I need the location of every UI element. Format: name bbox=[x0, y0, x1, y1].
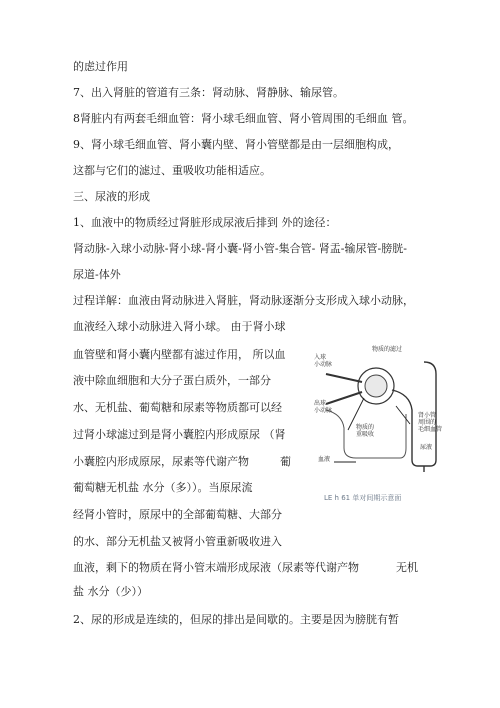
text-line-8: 肾动脉-入球小动脉-肾小球-肾小囊-肾小管-集合管- 肾盂-输尿管-膀胱- bbox=[73, 242, 407, 255]
text-line-11: 血液经入球小动脉进入肾小球。 由于肾小球 bbox=[73, 320, 286, 333]
text-fragment-inorganic: 无机 bbox=[396, 561, 418, 574]
text-line-1: 的虑过作用 bbox=[73, 60, 128, 73]
diagram-background bbox=[312, 344, 447, 474]
text-line-7: 1、血液中的物质经过肾脏形成尿液后排到 外的途径： bbox=[73, 216, 337, 229]
text-line-21: 盐 水分（少）） bbox=[73, 585, 148, 598]
text-line-16: 小囊腔内形成原尿，尿素等代谢产物 bbox=[73, 455, 249, 468]
label-filtration: 物质的滤过 bbox=[372, 346, 403, 353]
text-line-13: 液中除血细胞和大分子蛋白质外，一部分 bbox=[73, 374, 271, 387]
text-line-9: 尿道-体外 bbox=[73, 268, 121, 281]
label-urine: 尿液 bbox=[420, 444, 433, 451]
section-heading: 三、尿液的形成 bbox=[73, 190, 150, 203]
text-line-5: 这都与它们的滤过、重吸收功能相适应。 bbox=[73, 164, 271, 177]
text-fragment-grape: 葡 bbox=[280, 455, 291, 468]
text-line-15: 过肾小球滤过到是肾小囊腔内形成原尿 （肾 bbox=[73, 428, 286, 441]
text-line-20: 血液，剩下的物质在肾小管末端形成尿液（尿素等代谢产物 bbox=[73, 561, 359, 574]
text-line-22: 2、尿的形成是连续的，但尿的排出是间歇的。主要是因为膀胱有暂 bbox=[73, 613, 399, 626]
glomerulus bbox=[365, 375, 387, 397]
text-line-19: 的水、部分无机盐又被肾小管重新吸收进入 bbox=[73, 535, 282, 548]
nephron-diagram bbox=[312, 344, 447, 474]
text-line-3: 8肾脏内有两套毛细血管：肾小球毛细血管、肾小管周围的毛细血 管。 bbox=[73, 112, 414, 125]
text-line-17: 葡萄糖无机盐 水分（多））。当原尿流 bbox=[73, 481, 253, 494]
label-blood: 血液 bbox=[318, 456, 331, 463]
text-line-2: 7、出入肾脏的管道有三条：肾动脉、肾静脉、输尿管。 bbox=[73, 86, 344, 99]
nephron-diagram-svg bbox=[312, 344, 447, 474]
text-line-4: 9、肾小球毛细血管、肾小囊内壁、肾小管壁都是由一层细胞构成， bbox=[73, 138, 399, 151]
figure-caption: LE h 61 单对间期示意面 bbox=[324, 494, 402, 502]
text-line-10: 过程详解：血液由肾动脉进入肾脏，肾动脉逐渐分支形成入球小动脉， bbox=[73, 294, 414, 307]
label-outbound-arteriole: 出球 小动脉 bbox=[314, 400, 333, 414]
label-reabsorption: 物质的 重吸收 bbox=[356, 424, 375, 438]
text-line-18: 经肾小管时，原尿中的全部葡萄糖、大部分 bbox=[73, 508, 282, 521]
label-peritubular: 肾小管 周围的 毛细血管 bbox=[418, 412, 443, 433]
text-line-14: 水、无机盐、葡萄糖和尿素等物质都可以经 bbox=[73, 401, 282, 414]
label-inbound-arteriole: 入球 小动脉 bbox=[314, 354, 333, 368]
text-line-12: 血管壁和肾小囊内壁都有滤过作用， 所以血 bbox=[73, 348, 286, 361]
